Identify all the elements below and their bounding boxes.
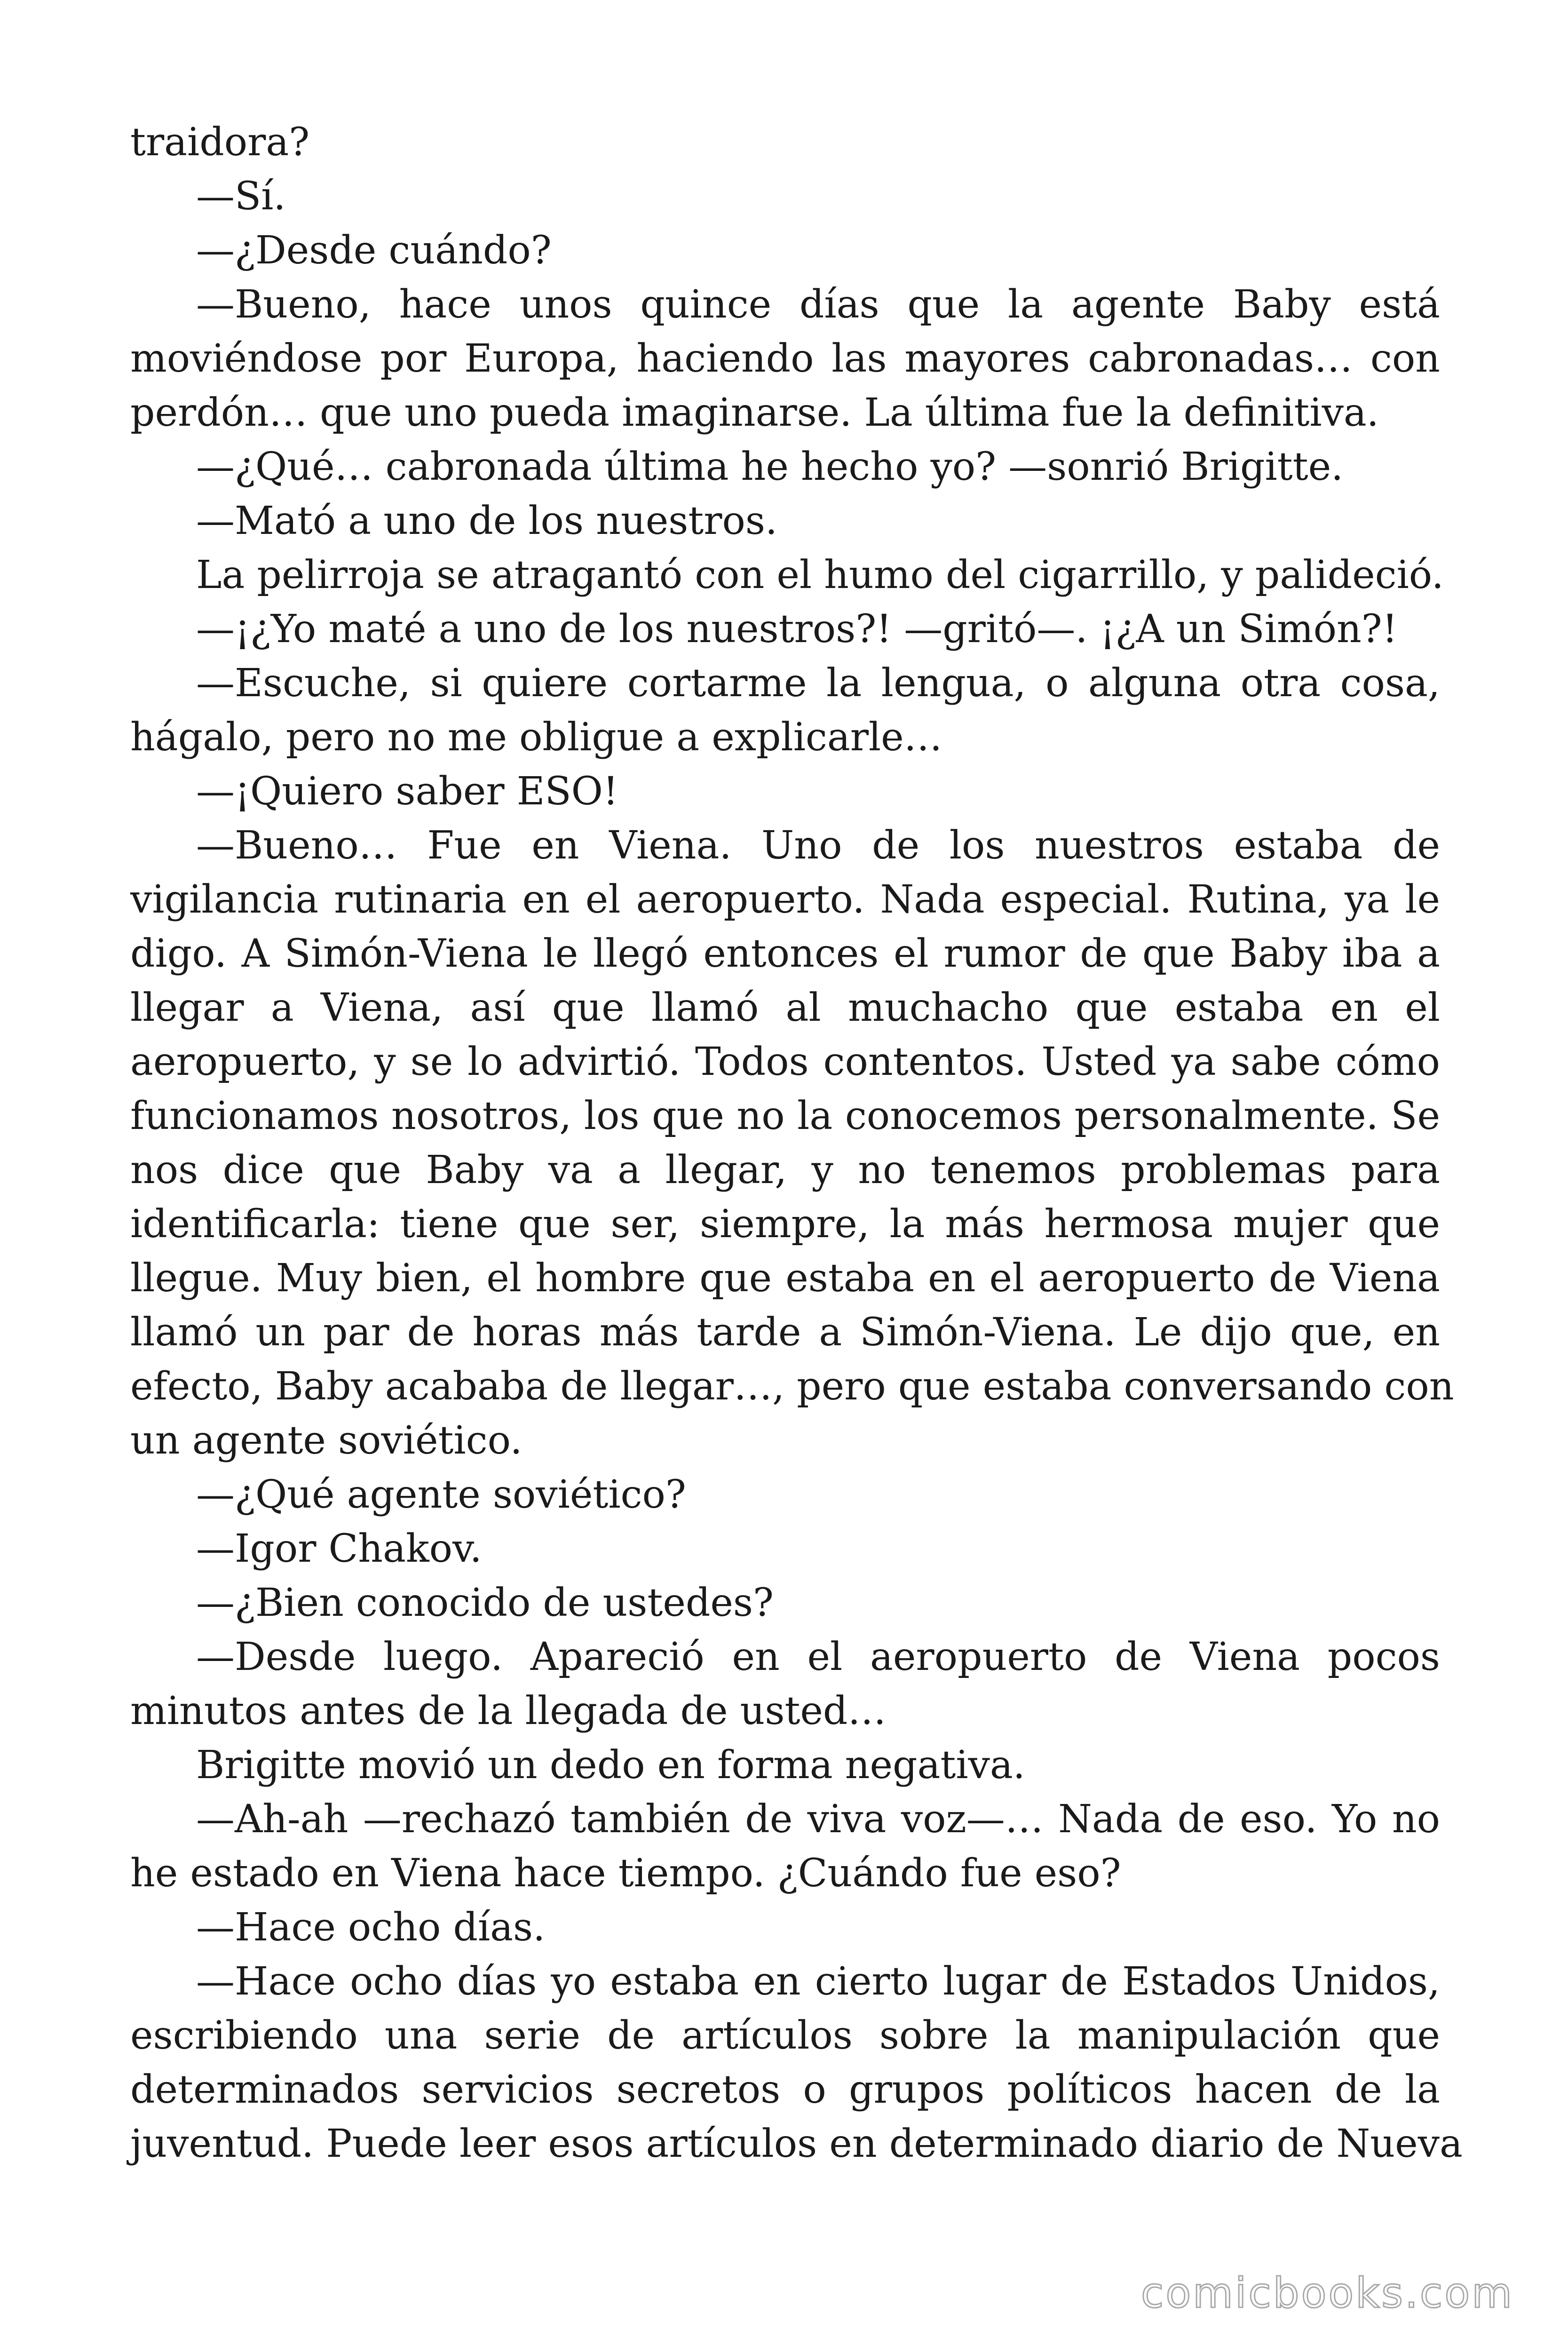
watermark: comicbooks.com: [1140, 2269, 1514, 2317]
text-line: he estado en Viena hace tiempo. ¿Cuándo fue eso?: [130, 1851, 1121, 1896]
text-line: vigilancia rutinaria en el aeropuerto. Nada especial. Rutina, ya le: [130, 877, 1440, 922]
text-line: —¿Desde cuándo?: [196, 228, 552, 273]
text-line: —Hace ocho días.: [196, 1905, 546, 1950]
text-line: identificarla: tiene que ser, siempre, la más hermosa mujer que: [130, 1202, 1440, 1247]
text-line: —Hace ocho días yo estaba en cierto lugar de Estados Unidos,: [196, 1959, 1440, 2004]
text-line: un agente soviético.: [130, 1418, 523, 1463]
text-line: hágalo, pero no me obligue a explicarle…: [130, 715, 942, 760]
text-line: escribiendo una serie de artículos sobre la manipulación que: [130, 2013, 1440, 2058]
text-line: aeropuerto, y se lo advirtió. Todos contentos. Usted ya sabe cómo: [130, 1040, 1440, 1084]
text-line: determinados servicios secretos o grupos políticos hacen de la: [130, 2067, 1440, 2112]
text-line: —Bueno… Fue en Viena. Uno de los nuestros estaba de: [196, 823, 1440, 868]
text-line: traidora?: [130, 120, 310, 165]
text-line: —¿Qué agente soviético?: [196, 1472, 686, 1517]
text-line: llamó un par de horas más tarde a Simón-Viena. Le dijo que, en: [130, 1310, 1440, 1355]
text-line: —¿Bien conocido de ustedes?: [196, 1581, 774, 1625]
text-line: —Ah-ah —rechazó también de viva voz—… Nada de eso. Yo no: [196, 1797, 1440, 1842]
text-line: —Escuche, si quiere cortarme la lengua, o alguna otra cosa,: [196, 661, 1440, 706]
text-line: —¡Quiero saber ESO!: [196, 769, 618, 814]
text-line: minutos antes de la llegada de usted…: [130, 1689, 887, 1733]
text-line: nos dice que Baby va a llegar, y no tenemos problemas para: [130, 1148, 1440, 1192]
text-line: —Sí.: [196, 174, 286, 219]
text-line: llegue. Muy bien, el hombre que estaba en el aeropuerto de Viena: [130, 1256, 1440, 1301]
text-line: funcionamos nosotros, los que no la conocemos personalmente. Se: [130, 1094, 1440, 1138]
book-page: [130, 115, 1463, 2209]
text-line: —Igor Chakov.: [196, 1526, 482, 1571]
text-line: —Mató a uno de los nuestros.: [196, 499, 777, 543]
text-line: juventud. Puede leer esos artículos en determinado diario de Nueva: [130, 2122, 1463, 2166]
text-line: moviéndose por Europa, haciendo las mayores cabronadas… con: [130, 336, 1440, 381]
text-line: Brigitte movió un dedo en forma negativa.: [196, 1743, 1025, 1788]
text-line: —Desde luego. Apareció en el aeropuerto de Viena pocos: [196, 1635, 1440, 1679]
text-line: —¿Qué… cabronada última he hecho yo? —sonrió Brigitte.: [196, 445, 1344, 489]
text-line: La pelirroja se atragantó con el humo del cigarrillo, y palideció.: [196, 553, 1444, 597]
text-line: —¡¿Yo maté a uno de los nuestros?! —gritó—. ¡¿A un Simón?!: [196, 607, 1398, 652]
text-line: perdón… que uno pueda imaginarse. La última fue la definitiva.: [130, 390, 1379, 435]
text-line: digo. A Simón-Viena le llegó entonces el rumor de que Baby iba a: [130, 931, 1440, 976]
text-line: efecto, Baby acababa de llegar…, pero que estaba conversando con: [130, 1364, 1454, 1409]
text-line: llegar a Viena, así que llamó al muchacho que estaba en el: [130, 985, 1440, 1030]
text-line: —Bueno, hace unos quince días que la agente Baby está: [196, 282, 1440, 327]
